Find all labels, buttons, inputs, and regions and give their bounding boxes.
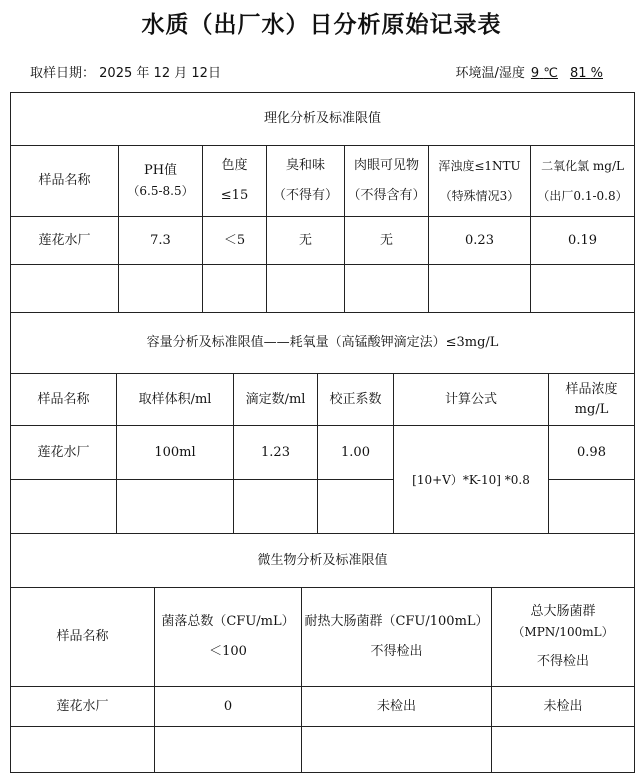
environment-readout <box>456 62 609 81</box>
col-header-sample: 样品名称 <box>11 588 155 687</box>
cell-odor: 无 <box>267 217 345 265</box>
empty-cell <box>492 727 635 773</box>
date-month: 12 <box>153 66 171 81</box>
col-header-turbidity: 浑浊度≤1NTU （特殊情况3） <box>429 146 531 217</box>
section-title-volumetric: 容量分析及标准限值——耗氧量（高锰酸钾滴定法）≤3mg/L <box>11 313 635 374</box>
cell-formula: [10+V）*K-10] *0.8 <box>394 426 549 534</box>
col-header-colony-count: 菌落总数（CFU/mL） ＜100 <box>155 588 302 687</box>
empty-cell <box>531 265 635 313</box>
col-header-titration: 滴定数/ml <box>234 374 318 426</box>
cell-visible-matter: 无 <box>345 217 429 265</box>
date-label: 取样日期： <box>30 66 96 81</box>
col-header-odor: 臭和味 （不得有） <box>267 146 345 217</box>
empty-cell <box>549 480 635 534</box>
cell-ph: 7.3 <box>119 217 203 265</box>
col-header-correction-factor: 校正系数 <box>318 374 394 426</box>
empty-cell <box>234 480 318 534</box>
env-label: 环境温/湿度 <box>455 66 525 81</box>
cell-sample-volume: 100ml <box>117 426 234 480</box>
empty-cell <box>267 265 345 313</box>
date-year-unit: 年 <box>136 66 150 81</box>
humidity-value: 81 % <box>569 66 603 81</box>
col-header-concentration: 样品浓度 mg/L <box>549 374 635 426</box>
date-day-unit: 日 <box>207 66 221 81</box>
microbiology-table <box>10 533 635 773</box>
cell-colony-count: 0 <box>155 687 302 727</box>
date-year: 2025 <box>99 66 133 81</box>
col-header-visible-matter: 肉眼可见物 （不得含有） <box>345 146 429 217</box>
date-month-unit: 月 <box>174 66 188 81</box>
cell-correction-factor: 1.00 <box>318 426 394 480</box>
empty-cell <box>155 727 302 773</box>
cell-color: ＜5 <box>203 217 267 265</box>
cell-total-coliform: 未检出 <box>492 687 635 727</box>
col-header-sample: 样品名称 <box>11 374 117 426</box>
empty-cell <box>429 265 531 313</box>
sampling-date <box>30 62 221 81</box>
cell-concentration: 0.98 <box>549 426 635 480</box>
col-header-ph: PH值 （6.5-8.5） <box>119 146 203 217</box>
volumetric-table <box>10 312 635 534</box>
col-header-thermotolerant-coliform: 耐热大肠菌群（CFU/100mL） 不得检出 <box>302 588 492 687</box>
empty-cell <box>11 727 155 773</box>
col-header-sample: 样品名称 <box>11 146 119 217</box>
empty-cell <box>203 265 267 313</box>
empty-cell <box>302 727 492 773</box>
section-title-microbiology: 微生物分析及标准限值 <box>11 534 635 588</box>
date-day: 12 <box>191 66 208 81</box>
empty-cell <box>117 480 234 534</box>
empty-cell <box>11 480 117 534</box>
cell-turbidity: 0.23 <box>429 217 531 265</box>
empty-cell <box>119 265 203 313</box>
cell-sample-name: 莲花水厂 <box>11 687 155 727</box>
physicochemical-table <box>10 92 635 313</box>
cell-sample-name: 莲花水厂 <box>11 217 119 265</box>
section-title-physicochemical: 理化分析及标准限值 <box>11 93 635 146</box>
cell-chlorine-dioxide: 0.19 <box>531 217 635 265</box>
col-header-color: 色度 ≤15 <box>203 146 267 217</box>
temperature-value: 9 ℃ <box>530 66 558 81</box>
col-header-sample-volume: 取样体积/ml <box>117 374 234 426</box>
cell-titration: 1.23 <box>234 426 318 480</box>
page-title: 水质（出厂水）日分析原始记录表 <box>141 12 502 38</box>
empty-cell <box>11 265 119 313</box>
empty-cell <box>345 265 429 313</box>
col-header-total-coliform: 总大肠菌群 （MPN/100mL） 不得检出 <box>492 588 635 687</box>
col-header-formula: 计算公式 <box>394 374 549 426</box>
empty-cell <box>318 480 394 534</box>
cell-thermotolerant-coliform: 未检出 <box>302 687 492 727</box>
col-header-chlorine-dioxide: 二氧化氯 mg/L （出厂0.1-0.8） <box>531 146 635 217</box>
cell-sample-name: 莲花水厂 <box>11 426 117 480</box>
